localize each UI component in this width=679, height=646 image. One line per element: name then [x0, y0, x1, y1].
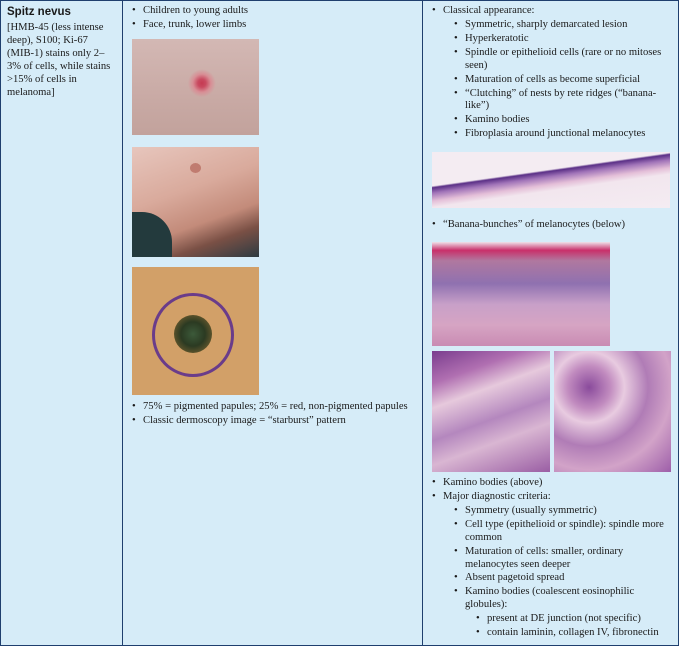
- banana-item: • “Banana-bunches” of melanocytes (below): [430, 219, 672, 232]
- major-item: [452, 586, 672, 640]
- classical-item: • Fibroplasia around junctional melanocytes: [452, 128, 672, 141]
- histology-image-low-power: [432, 152, 670, 208]
- major-item: • Cell type (epithelioid or spindle): spindle more common: [452, 519, 672, 545]
- classical-item: • Maturation of cells as become superficial: [452, 74, 672, 87]
- entity-title: Spitz nevus: [7, 6, 71, 18]
- major-item: • Maturation of cells: smaller, ordinary melanocytes seen deeper: [452, 546, 672, 572]
- kamino-item: • contain laminin, collagen IV, fibronectin: [474, 627, 672, 640]
- clinical-photo-face-lesion: [132, 147, 259, 257]
- clinical-item: • Children to young adults: [130, 5, 416, 18]
- classical-item: • Spindle or epithelioid cells (rare or no mitoses seen): [452, 47, 672, 73]
- clinical-list-top: [130, 5, 416, 32]
- classical-item: • Symmetric, sharply demarcated lesion: [452, 19, 672, 32]
- clinical-item: • Classic dermoscopy image = “starburst” pattern: [130, 415, 417, 428]
- clinical-photo-pigmented-lesion: [132, 267, 259, 395]
- major-item: • Symmetry (usually symmetric): [452, 505, 672, 518]
- stain-note: [HMB-45 (less intense deep), S100; Ki-67 (MIB-1) stains only 2–3% of cells, while stains >15% of cells in melanoma]: [7, 22, 111, 98]
- classical-item: • Kamino bodies: [452, 114, 672, 127]
- photo-hair: [132, 212, 172, 257]
- major-item: • Absent pagetoid spread: [452, 572, 672, 585]
- clinical-item: • Face, trunk, lower limbs: [130, 19, 416, 32]
- criteria-list: [430, 477, 672, 641]
- histology-list: [430, 5, 672, 141]
- kamino-items: [465, 613, 672, 640]
- major-criteria: [430, 491, 672, 640]
- kamino-criteria: Kamino bodies (coalescent eosinophilic globules):: [465, 586, 635, 611]
- classical-item: • Hyperkeratotic: [452, 33, 672, 46]
- photo-lesion: [190, 163, 201, 173]
- major-items: [443, 505, 672, 640]
- classical-items: [443, 19, 672, 141]
- histology-image-kamino-bodies: [554, 351, 671, 472]
- banana-list: [430, 219, 672, 233]
- clinical-photo-red-papule: [132, 39, 259, 135]
- histology-image-nests: [432, 351, 550, 472]
- classical-item: • “Clutching” of nests by rete ridges (“banana-like”): [452, 88, 672, 114]
- clinical-item: • 75% = pigmented papules; 25% = red, non-pigmented papules: [130, 401, 417, 414]
- classical-heading: Classical appearance:: [443, 5, 535, 16]
- major-heading: Major diagnostic criteria:: [443, 490, 551, 502]
- kamino-caption: • Kamino bodies (above): [430, 477, 672, 490]
- clinical-list-bottom: [130, 401, 417, 429]
- photo-pigmented-papule: [174, 315, 212, 353]
- kamino-item: • present at DE junction (not specific): [474, 613, 672, 626]
- column-entity: [1, 1, 123, 645]
- histology-image-banana-bunches: [432, 242, 610, 346]
- classical-appearance: [430, 5, 672, 141]
